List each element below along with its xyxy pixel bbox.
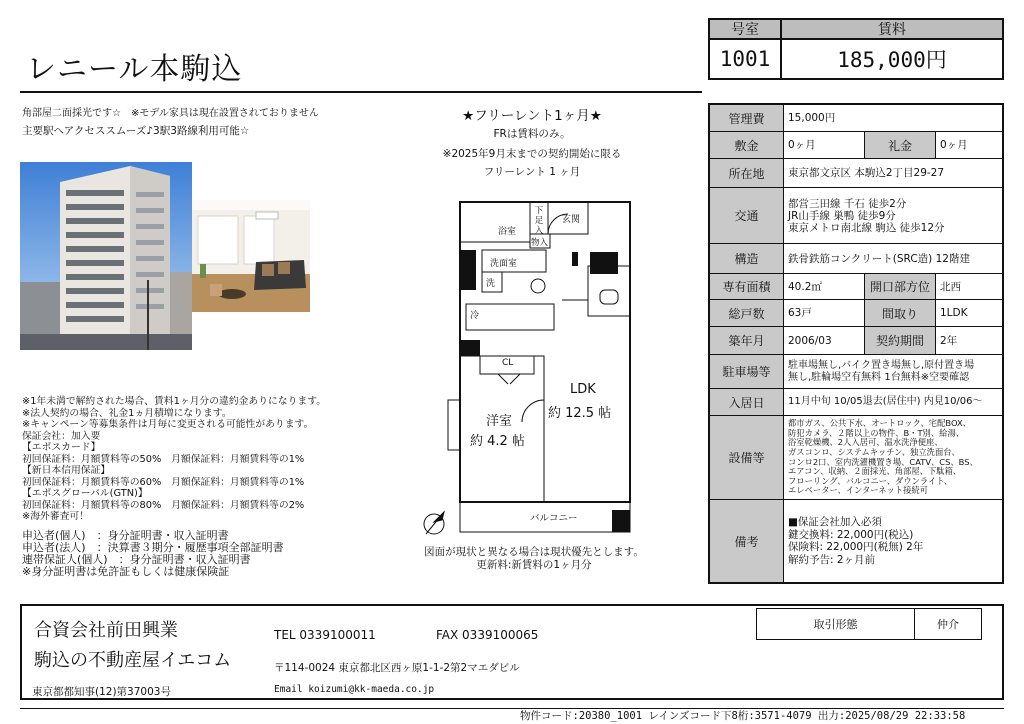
built-label: 築年月 xyxy=(710,327,784,354)
equipment-label: 設備等 xyxy=(710,416,784,499)
note-line: 初回保証料：月額賃料等の80% 月額保証料：月額賃料等の2% xyxy=(22,499,305,511)
plan-washroom: 洗面室 xyxy=(490,259,518,269)
mgmt-fee-value: 15,000円 xyxy=(788,112,836,124)
structure-value: 鉄骨鉄筋コンクリート(SRC造) 12階建 xyxy=(788,252,970,265)
footer-code: 物件コード:20380_1001 レインズコード下8桁:3571-4079 出力:2025/08/29 22:33:58 xyxy=(520,710,966,722)
note-line: 保証会社：加入要 xyxy=(22,430,101,442)
deal-type-value: 仲介 xyxy=(937,618,959,631)
remarks-line: ■保証会社加入必須 xyxy=(788,516,882,528)
parking-line: 無し,駐輪場空有無料 1台無料※空要確認 xyxy=(788,371,970,383)
area-label: 専有面積 xyxy=(710,274,784,299)
document-line: 申込者(法人) ：決算書３期分・履歴事項全部証明書 xyxy=(22,541,284,554)
address-value: 東京都文京区 本駒込2丁目29-27 xyxy=(788,167,945,179)
conditions-notes xyxy=(22,396,402,523)
remarks-line: 鍵交換料: 22,000円(税込) xyxy=(788,528,914,541)
movein-value: 11月中旬 10/05退去(居住中) 内見10/06～ xyxy=(788,396,983,407)
address-label: 所在地 xyxy=(710,159,784,187)
built-value: 2006/03 xyxy=(788,334,832,347)
direction-label: 開口部方位 xyxy=(864,274,936,299)
remarks-label: 備考 xyxy=(710,500,784,582)
row-equipment xyxy=(710,416,1002,500)
equipment-line: コンロ2口、室内洗濯機置き場、CATV、CS、BS、 xyxy=(788,456,978,467)
movein-label: 入居日 xyxy=(710,389,784,415)
row-remarks xyxy=(710,500,1002,582)
units-value: 63戸 xyxy=(788,307,812,319)
note-line: ※キャンペーン等募集条件は月毎に変更される可能性があります。 xyxy=(22,419,314,430)
deal-type-box xyxy=(756,608,982,640)
transport-line: 都営三田線 千石 徒歩2分 xyxy=(788,197,907,210)
mgmt-fee-label: 管理費 xyxy=(710,105,784,131)
note-line: 初回保証料：月額賃料等の60% 月額保証料：月額賃料等の1% xyxy=(22,476,305,488)
document-line: ※身分証明書は免許証もしくは健康保険証 xyxy=(22,565,230,578)
row-built xyxy=(710,327,1002,355)
transport-line: 東京メトロ南北線 駒込 徒歩12分 xyxy=(788,221,945,234)
parking-label: 駐車場等 xyxy=(710,355,784,388)
note-line: 【エポスグローバル(GTN)】 xyxy=(22,488,148,499)
plan-closet: CL xyxy=(502,358,514,368)
campaign-line-2: ※2025年9月末までの契約開始に限る xyxy=(442,148,622,160)
row-units xyxy=(710,300,1002,327)
rent-label: 賃料 xyxy=(782,20,1002,40)
plan-note-2: 更新料:新賃料の1ヶ月分 xyxy=(476,559,592,571)
term-value: 2年 xyxy=(940,334,958,347)
key-money-value: 0ヶ月 xyxy=(940,139,968,151)
term-label: 契約期間 xyxy=(864,327,936,354)
units-label: 総戸数 xyxy=(710,300,784,326)
floor-plan xyxy=(412,190,664,550)
structure-label: 構造 xyxy=(710,244,784,273)
interior-photo xyxy=(192,200,310,312)
campaign-line-3: フリーレント 1 ヶ月 xyxy=(483,166,581,178)
note-line: 【新日本信用保証】 xyxy=(22,465,111,476)
document-line: 申込者(個人) ：身分証明書・収入証明書 xyxy=(22,529,229,542)
layout-value: 1LDK xyxy=(940,307,968,319)
note-line: ※法人契約の場合、礼金1ヵ月積増になります。 xyxy=(22,407,232,419)
company-brand: 駒込の不動産屋イエコム xyxy=(34,650,232,671)
room-value: 1001 xyxy=(710,40,782,78)
plan-fridge: 冷 xyxy=(470,311,480,321)
plan-entrance: 玄関 xyxy=(562,215,581,225)
company-fax: FAX 0339100065 xyxy=(436,628,539,642)
company-email: Email koizumi@kk-maeda.co.jp xyxy=(274,684,435,695)
company-tel: TEL 0339100011 xyxy=(274,628,376,642)
equipment-line: エレベーター、インターネット接続可 xyxy=(788,485,928,496)
key-money-label: 礼金 xyxy=(864,132,936,158)
company-license: 東京都都知事(12)第37003号 xyxy=(32,686,171,698)
equipment-line: フローリング、バルコニー、ダウンライト、 xyxy=(788,475,953,486)
equipment-line: 都市ガス、公共下水、オートロック、宅配BOX、 xyxy=(788,418,971,429)
remarks-line: 保険料: 22,000円(税無) 2年 xyxy=(788,541,924,553)
equipment-line: 浴室乾燥機、2人入居可、温水洗浄便座、 xyxy=(788,437,943,448)
rent-value: 185,000円 xyxy=(837,48,947,72)
room-label: 号室 xyxy=(710,20,782,40)
plan-western-area: 約 4.2 帖 xyxy=(470,434,525,449)
room-rent-box xyxy=(708,18,1004,80)
company-name: 合資会社前田興業 xyxy=(34,620,178,641)
spec-table xyxy=(708,103,1004,584)
plan-ldk-area: 約 12.5 帖 xyxy=(548,406,612,421)
equipment-line: ガスコンロ、システムキッチン、独立洗面台、 xyxy=(788,446,960,457)
direction-value: 北西 xyxy=(940,280,961,293)
plan-bath: 浴室 xyxy=(498,227,517,237)
plan-shoe-closet: 下足入 xyxy=(534,206,544,236)
row-deposit xyxy=(710,132,1002,159)
deposit-label: 敷金 xyxy=(710,132,784,158)
title-underline xyxy=(20,91,702,93)
campaign-line-1: FRは賃料のみ。 xyxy=(493,128,571,140)
area-value: 40.2㎡ xyxy=(788,280,822,293)
plan-balcony: バルコニー xyxy=(530,513,578,524)
transport-line: JR山手線 巣鴨 徒歩9分 xyxy=(788,209,896,222)
row-address xyxy=(710,159,1002,188)
building-photo-image xyxy=(20,162,192,350)
required-documents xyxy=(22,530,402,578)
note-line: ※海外審査可！ xyxy=(22,511,89,522)
deal-type-label: 取引形態 xyxy=(757,609,915,639)
note-line: ※1年未満で解約された場合、賃料1ヶ月分の違約金ありになります。 xyxy=(22,396,326,407)
remarks-values xyxy=(784,500,1002,582)
note-line: 初回保証料：月額賃料等の50% 月額保証料：月額賃料等の1% xyxy=(22,453,305,465)
note-line: 【エポスカード】 xyxy=(22,442,101,453)
feature-line-2: 主要駅へアクセススムーズ♪3駅3路線利用可能☆ xyxy=(22,125,250,137)
plan-ldk: LDK xyxy=(570,382,596,397)
parking-line: 駐車場無し,バイク置き場無し,原付置き場 xyxy=(788,359,975,371)
row-mgmt-fee xyxy=(710,105,1002,132)
company-address: 〒114-0024 東京都北区西ヶ原1-1-2第2マエダビル xyxy=(274,662,520,674)
plan-washer: 洗 xyxy=(486,279,496,289)
equipment-line: 防犯カメラ、２階以上の物件、B・T別、給湯、 xyxy=(788,427,965,438)
row-area xyxy=(710,274,1002,300)
feature-line-1: 角部屋二面採光です☆ ※モデル家具は現在設置されておりません xyxy=(22,108,319,119)
row-structure xyxy=(710,244,1002,274)
row-movein xyxy=(710,389,1002,416)
equipment-line: エアコン、収納、２面採光、角部屋、下駄箱、 xyxy=(788,466,962,477)
plan-storage: 物入 xyxy=(531,238,549,248)
transport-values xyxy=(784,188,1002,243)
transport-label: 交通 xyxy=(710,188,784,243)
building-photo xyxy=(20,162,192,350)
layout-label: 間取り xyxy=(864,300,936,326)
parking-values xyxy=(784,355,1002,388)
company-box xyxy=(20,604,1004,700)
plan-western-room: 洋室 xyxy=(486,414,513,429)
plan-note-1: 図面が現状と異なる場合は現状優先とします。 xyxy=(424,546,644,558)
campaign-title: ★フリーレント1ヶ月★ xyxy=(462,108,602,124)
row-parking xyxy=(710,355,1002,389)
document-line: 連帯保証人(個人) ：身分証明書・収入証明書 xyxy=(22,553,251,566)
property-title: レニール本駒込 xyxy=(26,52,243,87)
deposit-value: 0ヶ月 xyxy=(788,139,816,151)
equipment-values xyxy=(784,416,1002,499)
interior-photo-image xyxy=(192,200,310,312)
row-transport xyxy=(710,188,1002,244)
remarks-line: 解約予告: 2ヶ月前 xyxy=(788,553,876,566)
